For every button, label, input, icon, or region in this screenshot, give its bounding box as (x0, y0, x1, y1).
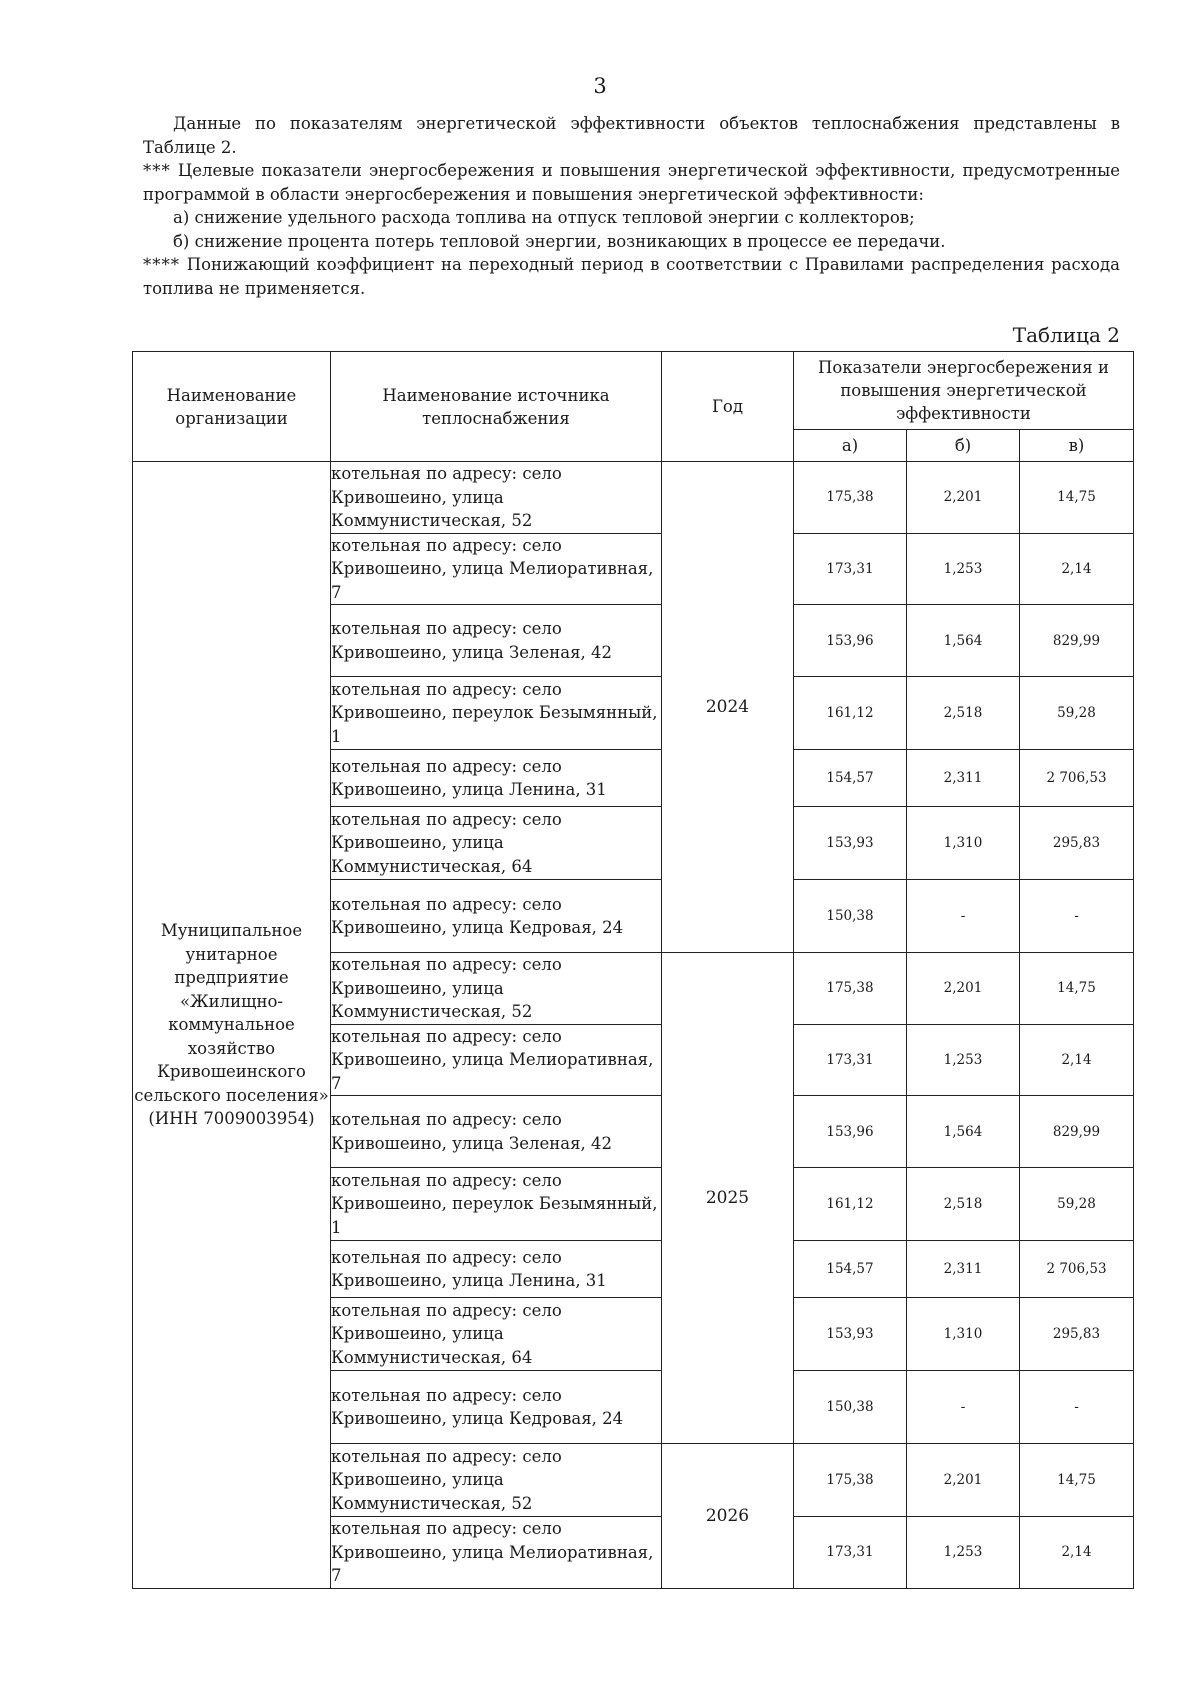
table-body (133, 462, 1134, 1589)
year-cell: 2024 (662, 462, 794, 953)
targets-note-text: Целевые показатели энергосбережения и повышения энергетической эффективности, предусмотренные программой в области энергосбережения и повышения энергетической эффективности: (143, 161, 1120, 204)
indicator-c-value: 829,99 (1020, 605, 1134, 677)
header-sub-c: в) (1020, 430, 1134, 462)
header-indicators: Показатели энергосбережения и повышения энергетической эффективности (794, 352, 1134, 430)
indicator-b-value: 1,564 (907, 1096, 1020, 1168)
page-number: 3 (593, 74, 607, 98)
indicator-c-value: 829,99 (1020, 1096, 1134, 1168)
heat-source-name: котельная по адресу: село Кривошеино, улица Ленина, 31 (331, 1241, 662, 1298)
indicator-a-value: 153,93 (794, 807, 907, 880)
footnote-marker: **** (143, 255, 180, 274)
year-cell: 2025 (662, 953, 794, 1444)
indicator-c-value: 14,75 (1020, 953, 1134, 1025)
header-org: Наименование организации (133, 352, 331, 462)
heat-source-name: котельная по адресу: село Кривошеино, улица Мелиоративная, 7 (331, 1517, 662, 1589)
indicator-a-value: 153,96 (794, 605, 907, 677)
indicator-b-value: 2,518 (907, 677, 1020, 750)
indicator-c-value: 2,14 (1020, 1517, 1134, 1589)
header-year: Год (662, 352, 794, 462)
indicator-a-value: 173,31 (794, 533, 907, 605)
indicator-a-value: 153,96 (794, 1096, 907, 1168)
heat-source-name: котельная по адресу: село Кривошеино, улица Ленина, 31 (331, 750, 662, 807)
footnote-marker: *** (143, 161, 171, 180)
indicator-c-value: - (1020, 880, 1134, 953)
organization-name: Муниципальное унитарное предприятие «Жилищно-коммунальное хозяйство Кривошеинского сельского поселения» (ИНН 7009003954) (133, 462, 331, 1589)
header-sub-b: б) (907, 430, 1020, 462)
indicator-a-value: 175,38 (794, 1444, 907, 1517)
heat-source-name: котельная по адресу: село Кривошеино, улица Зеленая, 42 (331, 1096, 662, 1168)
indicator-c-value: 59,28 (1020, 677, 1134, 750)
coefficient-note (143, 253, 1120, 300)
indicator-b-value: 2,201 (907, 462, 1020, 534)
header-sub-a: а) (794, 430, 907, 462)
indicator-b-value: 1,253 (907, 1024, 1020, 1096)
indicator-b-value: 1,253 (907, 1517, 1020, 1589)
target-item-b: б) снижение процента потерь тепловой энергии, возникающих в процессе ее передачи. (173, 231, 946, 251)
heat-source-name: котельная по адресу: село Кривошеино, улица Мелиоративная, 7 (331, 533, 662, 605)
indicator-b-value: - (907, 880, 1020, 953)
heat-source-name: котельная по адресу: село Кривошеино, переулок Безымянный, 1 (331, 1168, 662, 1241)
indicator-a-value: 161,12 (794, 1168, 907, 1241)
indicator-b-value: 2,311 (907, 1241, 1020, 1298)
indicator-c-value: 2 706,53 (1020, 750, 1134, 807)
indicator-b-value: 2,518 (907, 1168, 1020, 1241)
efficiency-table (132, 351, 1134, 1589)
heat-source-name: котельная по адресу: село Кривошеино, улица Коммунистическая, 64 (331, 807, 662, 880)
indicator-a-value: 175,38 (794, 462, 907, 534)
indicator-a-value: 154,57 (794, 1241, 907, 1298)
heat-source-name: котельная по адресу: село Кривошеино, улица Коммунистическая, 52 (331, 1444, 662, 1517)
indicator-a-value: 153,93 (794, 1298, 907, 1371)
targets-note (143, 159, 1120, 206)
indicator-a-value: 154,57 (794, 750, 907, 807)
intro-text (143, 112, 1120, 300)
indicator-b-value: 2,201 (907, 1444, 1020, 1517)
coefficient-note-text: Понижающий коэффициент на переходный период в соответствии с Правилами распределения расхода топлива не применяется. (143, 255, 1120, 298)
indicator-b-value: 2,201 (907, 953, 1020, 1025)
table-caption: Таблица 2 (1012, 323, 1120, 347)
indicator-a-value: 150,38 (794, 1371, 907, 1444)
indicator-a-value: 150,38 (794, 880, 907, 953)
indicator-c-value: 14,75 (1020, 1444, 1134, 1517)
indicator-b-value: 1,310 (907, 1298, 1020, 1371)
indicator-c-value: 2,14 (1020, 533, 1134, 605)
target-item-a: а) снижение удельного расхода топлива на отпуск тепловой энергии с коллекторов; (173, 208, 915, 227)
indicator-c-value: - (1020, 1371, 1134, 1444)
header-source: Наименование источника теплоснабжения (331, 352, 662, 462)
indicator-c-value: 14,75 (1020, 462, 1134, 534)
heat-source-name: котельная по адресу: село Кривошеино, улица Зеленая, 42 (331, 605, 662, 677)
heat-source-name: котельная по адресу: село Кривошеино, улица Коммунистическая, 52 (331, 462, 662, 534)
heat-source-name: котельная по адресу: село Кривошеино, улица Мелиоративная, 7 (331, 1024, 662, 1096)
indicator-a-value: 175,38 (794, 953, 907, 1025)
heat-source-name: котельная по адресу: село Кривошеино, улица Коммунистическая, 52 (331, 953, 662, 1025)
indicator-b-value: 1,564 (907, 605, 1020, 677)
indicator-b-value: 1,253 (907, 533, 1020, 605)
indicator-a-value: 173,31 (794, 1517, 907, 1589)
indicator-c-value: 2,14 (1020, 1024, 1134, 1096)
indicator-c-value: 59,28 (1020, 1168, 1134, 1241)
indicator-c-value: 295,83 (1020, 1298, 1134, 1371)
heat-source-name: котельная по адресу: село Кривошеино, улица Коммунистическая, 64 (331, 1298, 662, 1371)
indicator-c-value: 295,83 (1020, 807, 1134, 880)
indicator-b-value: 2,311 (907, 750, 1020, 807)
indicator-a-value: 161,12 (794, 677, 907, 750)
table-row (133, 462, 1134, 534)
intro-paragraph: Данные по показателям энергетической эффективности объектов теплоснабжения представлены в Таблице 2. (143, 114, 1120, 157)
indicator-c-value: 2 706,53 (1020, 1241, 1134, 1298)
indicator-b-value: 1,310 (907, 807, 1020, 880)
heat-source-name: котельная по адресу: село Кривошеино, переулок Безымянный, 1 (331, 677, 662, 750)
indicator-a-value: 173,31 (794, 1024, 907, 1096)
heat-source-name: котельная по адресу: село Кривошеино, улица Кедровая, 24 (331, 1371, 662, 1444)
heat-source-name: котельная по адресу: село Кривошеино, улица Кедровая, 24 (331, 880, 662, 953)
year-cell: 2026 (662, 1444, 794, 1589)
indicator-b-value: - (907, 1371, 1020, 1444)
